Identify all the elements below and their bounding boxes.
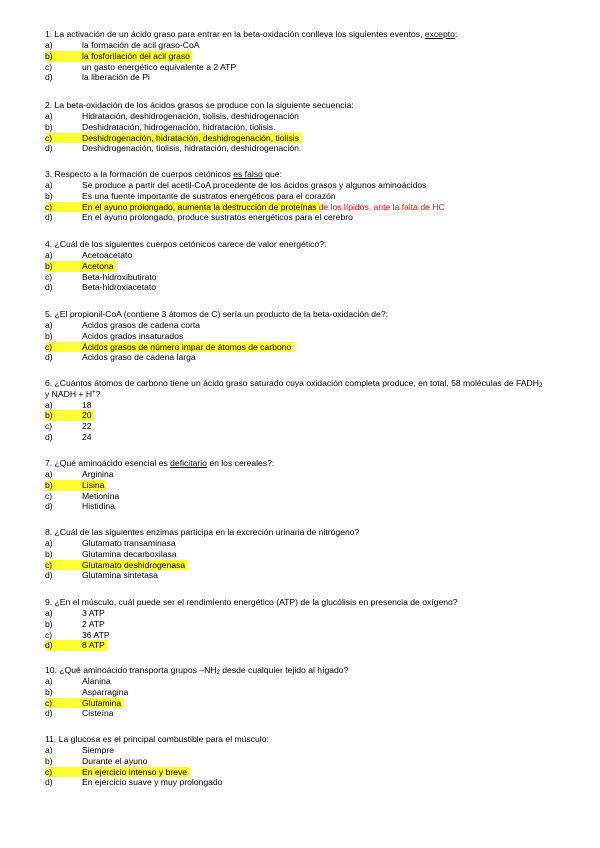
option-c	[45, 421, 545, 432]
option-letter: c)	[45, 560, 82, 571]
question-stem	[45, 29, 585, 40]
option-d	[45, 570, 585, 581]
option-letter: d)	[45, 72, 53, 83]
stem-text: y NADH + H	[45, 388, 93, 399]
stem-text: :	[454, 29, 458, 39]
option-text: Es una fuente importante de sustratos energéticos para el corazón	[82, 190, 336, 201]
stem-text: ?	[95, 388, 101, 399]
option-letter: a)	[45, 249, 53, 260]
option-c	[45, 630, 585, 641]
option-b	[45, 191, 585, 202]
option-c	[45, 272, 585, 283]
option-d	[45, 72, 585, 83]
option-b	[45, 619, 585, 630]
option-letter: d)	[45, 640, 82, 651]
option-letter: d)	[45, 282, 53, 293]
question-5	[45, 309, 585, 363]
option-d	[45, 282, 585, 293]
option-a	[45, 400, 545, 411]
option-b	[45, 122, 585, 133]
option-text: Siempre	[82, 744, 114, 755]
option-letter: b)	[45, 686, 53, 697]
option-letter: a)	[45, 399, 53, 410]
option-letter: a)	[45, 675, 53, 686]
option-letter: b)	[45, 51, 82, 62]
option-text: 24	[82, 432, 92, 443]
option-d	[45, 212, 585, 223]
option-letter: a)	[45, 319, 53, 330]
option-letter: d)	[45, 352, 53, 363]
option-letter: b)	[45, 480, 82, 491]
question-stem	[45, 378, 545, 400]
stem-underlined: excepto	[424, 29, 455, 39]
stem-underlined: es falso	[233, 169, 263, 179]
question-8	[45, 527, 585, 581]
option-text: la formación de acil graso-CoA	[82, 39, 200, 50]
option-text: Deshidratación, hidrogenación, hidratación, tiolisis.	[82, 121, 276, 132]
stem-text: 3. Respecto a la formación de cuerpos cetónicos	[45, 169, 234, 179]
option-letter: d)	[45, 708, 53, 719]
option-letter: b)	[45, 548, 53, 559]
option-text: Acetoacetato	[82, 249, 133, 260]
option-c	[45, 62, 585, 73]
stem-text: desde cualquier tejido al hígado?	[219, 665, 349, 675]
question-1	[45, 29, 585, 83]
option-text: Arginina	[82, 468, 114, 479]
option-letter: c)	[45, 767, 82, 778]
option-d	[45, 143, 585, 154]
question-10	[45, 665, 585, 719]
option-a	[45, 320, 585, 331]
question-7	[45, 458, 585, 512]
option-letter: b)	[45, 261, 82, 272]
question-stem: 4. ¿Cuál de los siguientes cuerpos cetónicos carece de valor energético?:	[45, 239, 327, 249]
option-a	[45, 608, 585, 619]
option-text: Lisina	[82, 479, 105, 490]
option-text: En el ayuno prolongado, aumenta la destrucción de proteínas	[82, 201, 317, 212]
option-a	[45, 676, 585, 687]
option-text: Se produce a partir del acetil-CoA procedente de los ácidos grasos y algunos aminoácidos	[82, 179, 427, 190]
option-c-correct	[45, 698, 585, 709]
option-letter: b)	[45, 755, 53, 766]
option-c-correct	[45, 560, 585, 571]
option-text: Glutamina	[82, 697, 122, 708]
option-d	[45, 352, 585, 363]
option-letter: d)	[45, 570, 53, 581]
option-d	[45, 432, 545, 443]
subscript: 2	[216, 670, 220, 676]
subscript: 2	[538, 383, 543, 389]
option-text: 20	[82, 410, 92, 421]
option-c-correct	[45, 202, 585, 213]
option-d-correct	[45, 640, 585, 651]
option-d	[45, 708, 585, 719]
option-letter: c)	[45, 133, 82, 144]
option-text: Acidos graso de cadena larga	[82, 352, 196, 363]
option-text: Acetona	[82, 260, 114, 271]
option-letter: a)	[45, 468, 53, 479]
stem-underlined: deficitario	[170, 458, 207, 468]
option-letter: c)	[45, 490, 53, 501]
option-letter: d)	[45, 777, 53, 788]
option-text: la liberación de Pi	[82, 72, 150, 83]
option-a	[45, 538, 585, 549]
option-b-correct	[45, 261, 585, 272]
question-stem	[45, 665, 585, 676]
option-b	[45, 756, 585, 767]
option-text: Acidos grasos de cadena corta	[82, 319, 200, 330]
option-text: 3 ATP	[82, 607, 105, 618]
option-text: Acidos grados insaturados	[82, 330, 184, 341]
option-letter: b)	[45, 618, 53, 629]
question-stem: 5. ¿El propionil-CoA (contiene 3 átomos de C) sería un producto de la beta-oxidación de?:	[45, 309, 388, 319]
stem-text: 7. ¿Qué aminoácido esencial es	[45, 458, 171, 468]
option-text: 22	[82, 421, 92, 432]
option-text: En el ayuno prolongado, produce sustratos energéticos para el cerebro	[82, 212, 353, 223]
option-letter: c)	[45, 629, 53, 640]
option-text: Beta-hidroxiacetato	[82, 282, 157, 293]
option-b	[45, 687, 585, 698]
option-text: Glutamina decarboxilasa	[82, 548, 177, 559]
question-stem	[45, 169, 585, 180]
option-text: Beta-hidroxibutirato	[82, 271, 157, 282]
option-a	[45, 250, 585, 261]
option-c-correct	[45, 342, 585, 353]
superscript: +	[92, 389, 96, 396]
question-stem: 8. ¿Cuál de las siguientes enzimas participa en la excreción urinaria de nitrógeno?	[45, 527, 360, 537]
option-a	[45, 111, 585, 122]
stem-text: 6. ¿Cuántos átomos de carbono tiene un ácido graso saturado cuya oxidación completa produce, en total, 58 moléculas de FADH	[45, 378, 539, 388]
option-letter: d)	[45, 212, 53, 223]
option-text: Deshidrogenación, tiolisis, hidratación, deshidrogenación.	[82, 143, 302, 154]
option-text: Asparragina	[82, 686, 129, 697]
option-letter: b)	[45, 330, 53, 341]
option-letter: a)	[45, 179, 53, 190]
option-text: 8 ATP	[82, 640, 105, 651]
option-letter: c)	[45, 271, 53, 282]
option-text: 2 ATP	[82, 618, 105, 629]
question-4	[45, 239, 585, 293]
option-d	[45, 777, 585, 788]
option-letter: b)	[45, 121, 53, 132]
stem-text: en los cereales?:	[206, 458, 275, 468]
option-letter: c)	[45, 61, 53, 72]
option-text: Alanina	[82, 675, 111, 686]
option-text: Glutamato deshidrogenasa	[82, 559, 186, 570]
option-b	[45, 549, 585, 560]
option-text: Glutamato transaminasa	[82, 537, 176, 548]
option-letter: b)	[45, 190, 53, 201]
option-a	[45, 469, 585, 480]
stem-text: 1. La activación de un ácido graso para entrar en la beta-oxidación conlleva los siguientes eventos,	[45, 29, 425, 39]
option-text: Glutamina sintetasa	[82, 570, 158, 581]
option-letter: a)	[45, 537, 53, 548]
option-text: un gasto energético equivalente a 2 ATP	[82, 61, 237, 72]
option-d	[45, 501, 585, 512]
option-letter: a)	[45, 607, 53, 618]
question-stem: 11. La glucosa es el principal combustible para el músculo:	[45, 734, 269, 744]
option-letter: d)	[45, 143, 53, 154]
option-b	[45, 331, 585, 342]
question-stem	[45, 458, 585, 469]
option-c-correct	[45, 133, 585, 144]
option-letter: c)	[45, 202, 82, 213]
option-letter: a)	[45, 39, 53, 50]
stem-text: que:	[262, 169, 282, 179]
option-c-correct	[45, 767, 585, 778]
question-stem: 9. ¿En el músculo, cuál puede ser el rendimiento energético (ATP) de la glucólisis en presencia de oxígeno?	[45, 597, 458, 607]
option-letter: c)	[45, 342, 82, 353]
question-2	[45, 100, 585, 154]
option-text: Durante el ayuno	[82, 755, 148, 766]
question-stem: 2. La beta-oxidación de los ácidos grasos se produce con la siguiente secuencia:	[45, 100, 354, 110]
option-text: 18	[82, 399, 92, 410]
option-text: Cisteína	[82, 708, 114, 719]
option-letter: c)	[45, 421, 53, 432]
option-c	[45, 491, 585, 502]
option-text: En ejercicio suave y muy prolongado	[82, 777, 223, 788]
option-letter: a)	[45, 110, 53, 121]
option-letter: b)	[45, 410, 82, 421]
option-b-correct	[45, 51, 585, 62]
option-text: Deshidrogenación, hidratación, deshidrogenación, tiolisis	[82, 132, 299, 143]
question-6	[45, 378, 545, 443]
option-a	[45, 745, 585, 756]
option-text: Histidina	[82, 501, 115, 512]
option-text: En ejercicio intenso y breve	[82, 766, 188, 777]
question-3	[45, 169, 585, 223]
red-annotation: de los lípidos, ante la falta de HC	[318, 201, 445, 212]
option-text: la fosforilación del acil graso	[82, 50, 190, 61]
option-text: Metionina	[82, 490, 120, 501]
option-text: 36 ATP	[82, 629, 110, 640]
option-a	[45, 180, 585, 191]
option-letter: d)	[45, 501, 53, 512]
option-letter: c)	[45, 698, 82, 709]
option-text: Hidratación, deshidrogenación, tiolisis, deshidrogenación	[82, 110, 299, 121]
option-text: Ácidos grasos de número impar de átomos de carbono	[82, 341, 292, 352]
option-b-correct	[45, 480, 585, 491]
option-letter: a)	[45, 744, 53, 755]
option-letter: d)	[45, 432, 53, 443]
option-b-correct	[45, 410, 545, 421]
question-11	[45, 734, 585, 788]
question-9	[45, 597, 585, 651]
stem-text: 10. ¿Qué aminoácido transporta grupos –NH	[45, 665, 217, 675]
option-a	[45, 40, 585, 51]
